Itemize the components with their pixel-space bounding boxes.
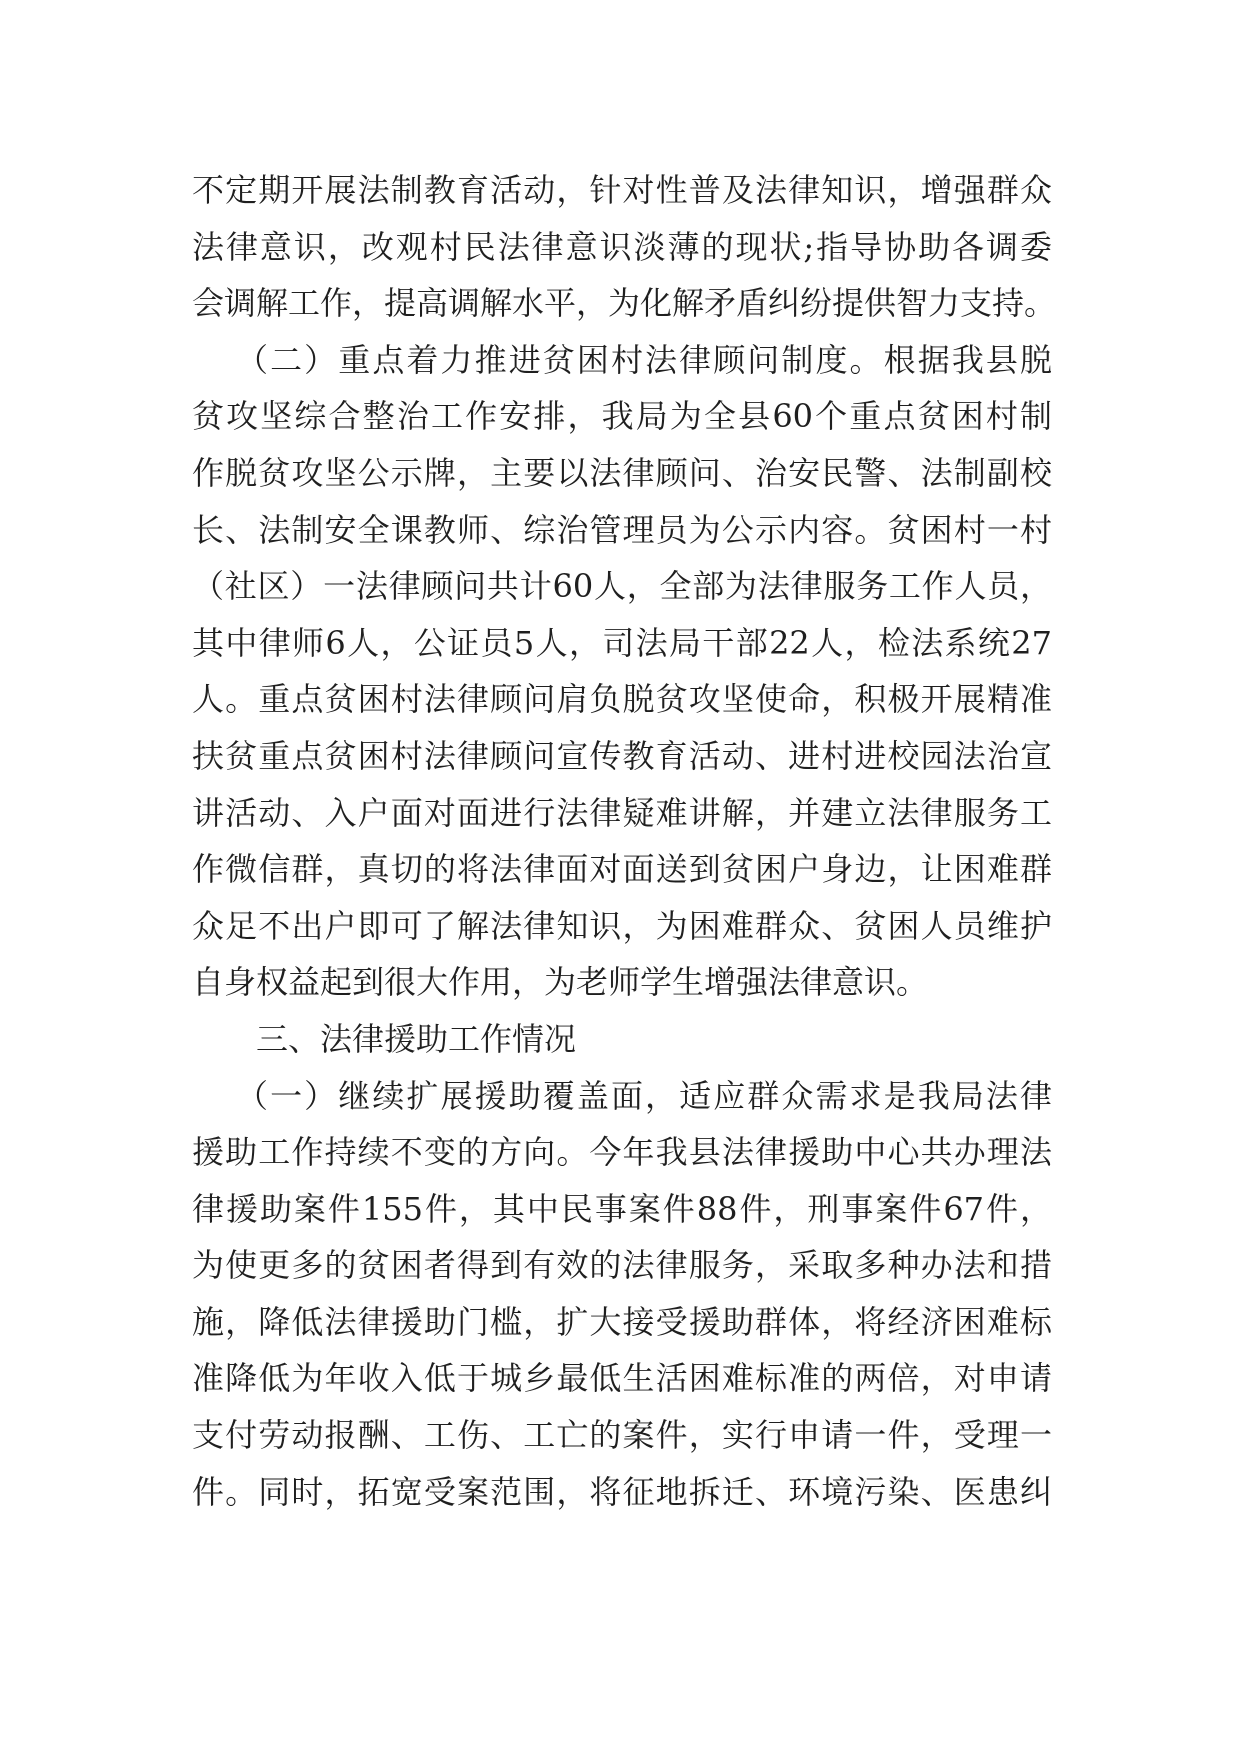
paragraph-start-line: （二）重点着力推进贫困村法律顾问制度。根据我县脱 bbox=[236, 340, 1052, 379]
section-heading: 三、法律援助工作情况 bbox=[256, 1019, 577, 1058]
text-line: 施，降低法律援助门槛，扩大接受援助群体，将经济困难标 bbox=[192, 1302, 1052, 1341]
text-line: 准降低为年收入低于城乡最低生活困难标准的两倍，对申请 bbox=[192, 1359, 1052, 1398]
paragraph-start-line: （一）继续扩展援助覆盖面，适应群众需求是我局法律 bbox=[236, 1076, 1052, 1115]
text-line: 会调解工作，提高调解水平，为化解矛盾纠纷提供智力支持。 bbox=[192, 284, 1057, 323]
text-line: 作脱贫攻坚公示牌，主要以法律顾问、治安民警、法制副校 bbox=[192, 453, 1052, 492]
text-line: 作微信群，真切的将法律面对面送到贫困户身边，让困难群 bbox=[192, 850, 1052, 889]
text-line: 其中律师6人，公证员5人，司法局干部22人，检法系统27 bbox=[192, 623, 1052, 662]
text-line: 不定期开展法制教育活动，针对性普及法律知识，增强群众 bbox=[192, 171, 1052, 209]
text-line: 长、法制安全课教师、综治管理员为公示内容。贫困村一村 bbox=[192, 510, 1052, 549]
text-line: 为使更多的贫困者得到有效的法律服务，采取多种办法和措 bbox=[192, 1246, 1052, 1285]
text-line: 援助工作持续不变的方向。今年我县法律援助中心共办理法 bbox=[192, 1133, 1052, 1172]
text-line: 法律意识，改观村民法律意识淡薄的现状;指导协助各调委 bbox=[192, 227, 1052, 266]
text-line: 支付劳动报酬、工伤、工亡的案件，实行申请一件，受理一 bbox=[192, 1416, 1052, 1455]
text-line: 贫攻坚综合整治工作安排，我局为全县60个重点贫困村制 bbox=[192, 397, 1052, 436]
text-line: 律援助案件155件，其中民事案件88件，刑事案件67件， bbox=[192, 1189, 1052, 1228]
text-line: 众足不出户即可了解法律知识，为困难群众、贫困人员维护 bbox=[192, 906, 1052, 945]
text-line: 讲活动、入户面对面进行法律疑难讲解，并建立法律服务工 bbox=[192, 793, 1052, 832]
text-line: 件。同时，拓宽受案范围，将征地拆迁、环境污染、医患纠 bbox=[192, 1472, 1052, 1511]
document-body bbox=[192, 162, 1057, 1520]
text-line: 扶贫重点贫困村法律顾问宣传教育活动、进村进校园法治宣 bbox=[192, 736, 1052, 775]
text-line: （社区）一法律顾问共计60人，全部为法律服务工作人员， bbox=[192, 567, 1052, 606]
text-line: 自身权益起到很大作用，为老师学生增强法律意识。 bbox=[192, 963, 929, 1002]
text-line: 人。重点贫困村法律顾问肩负脱贫攻坚使命，积极开展精准 bbox=[192, 680, 1052, 719]
